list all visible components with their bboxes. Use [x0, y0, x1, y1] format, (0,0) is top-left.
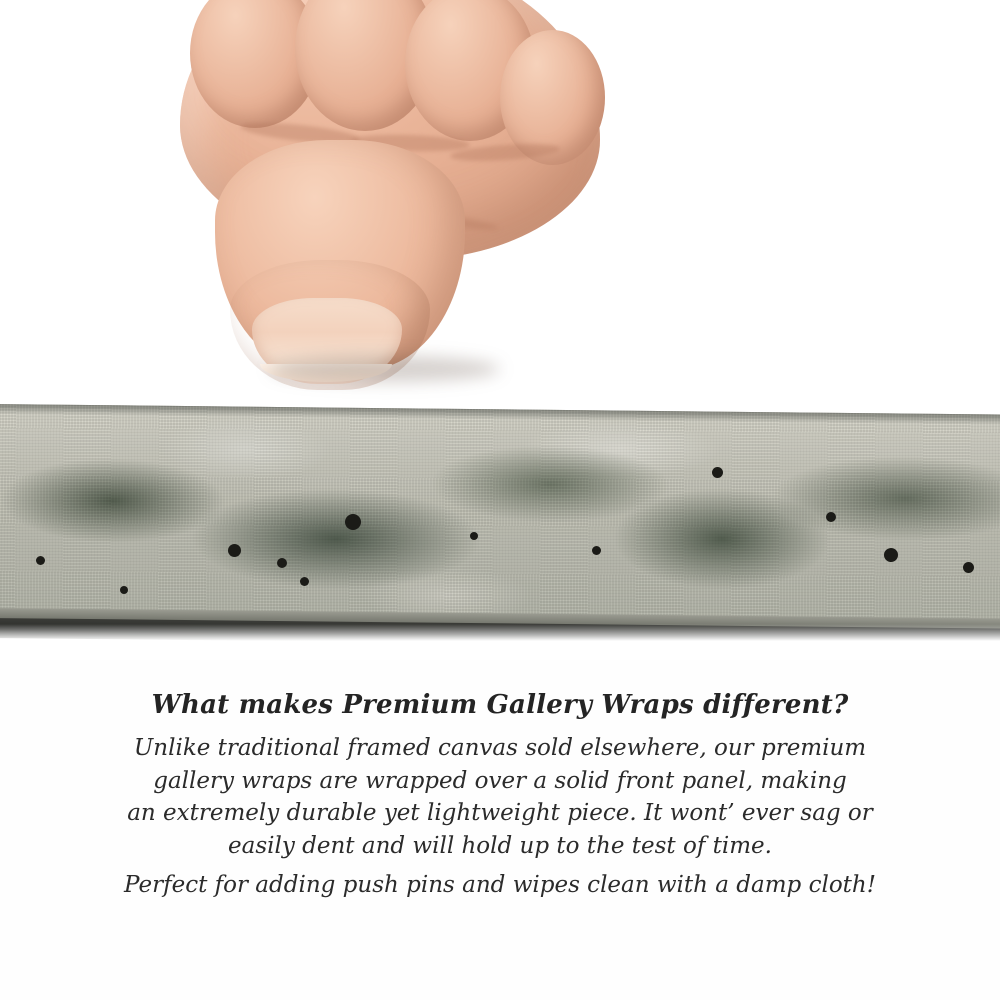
canvas-edge-strip [0, 404, 1000, 644]
canvas-bottom-fade [0, 624, 1000, 644]
caption-heading: What makes Premium Gallery Wraps different? [151, 690, 849, 720]
canvas-speck [277, 558, 287, 568]
caption-line: easily dent and will hold up to the test of time. [228, 832, 772, 859]
canvas-speck [963, 562, 974, 573]
caption-block [0, 690, 1000, 901]
canvas-speck [36, 556, 45, 565]
canvas-speck [592, 546, 601, 555]
caption-body [0, 732, 1000, 901]
canvas-speck [884, 548, 898, 562]
hand-illustration [120, 0, 640, 430]
caption-last-line: Perfect for adding push pins and wipes clean with a damp cloth! [124, 871, 876, 898]
caption-line: Unlike traditional framed canvas sold elsewhere, our premium [133, 735, 867, 761]
canvas-speck [345, 514, 361, 530]
caption-line: an extremely durable yet lightweight piece. It wont’ ever sag or [127, 800, 873, 827]
canvas-speck [228, 544, 241, 557]
canvas-speck [712, 467, 723, 478]
canvas-speck [470, 532, 478, 540]
caption-line: gallery wraps are wrapped over a solid front panel, making [153, 767, 847, 794]
canvas-weave-texture [0, 404, 1000, 627]
canvas-speck [300, 577, 309, 586]
canvas-speck [120, 586, 128, 594]
hand-contact-shadow [270, 356, 500, 382]
canvas-speck [826, 512, 836, 522]
